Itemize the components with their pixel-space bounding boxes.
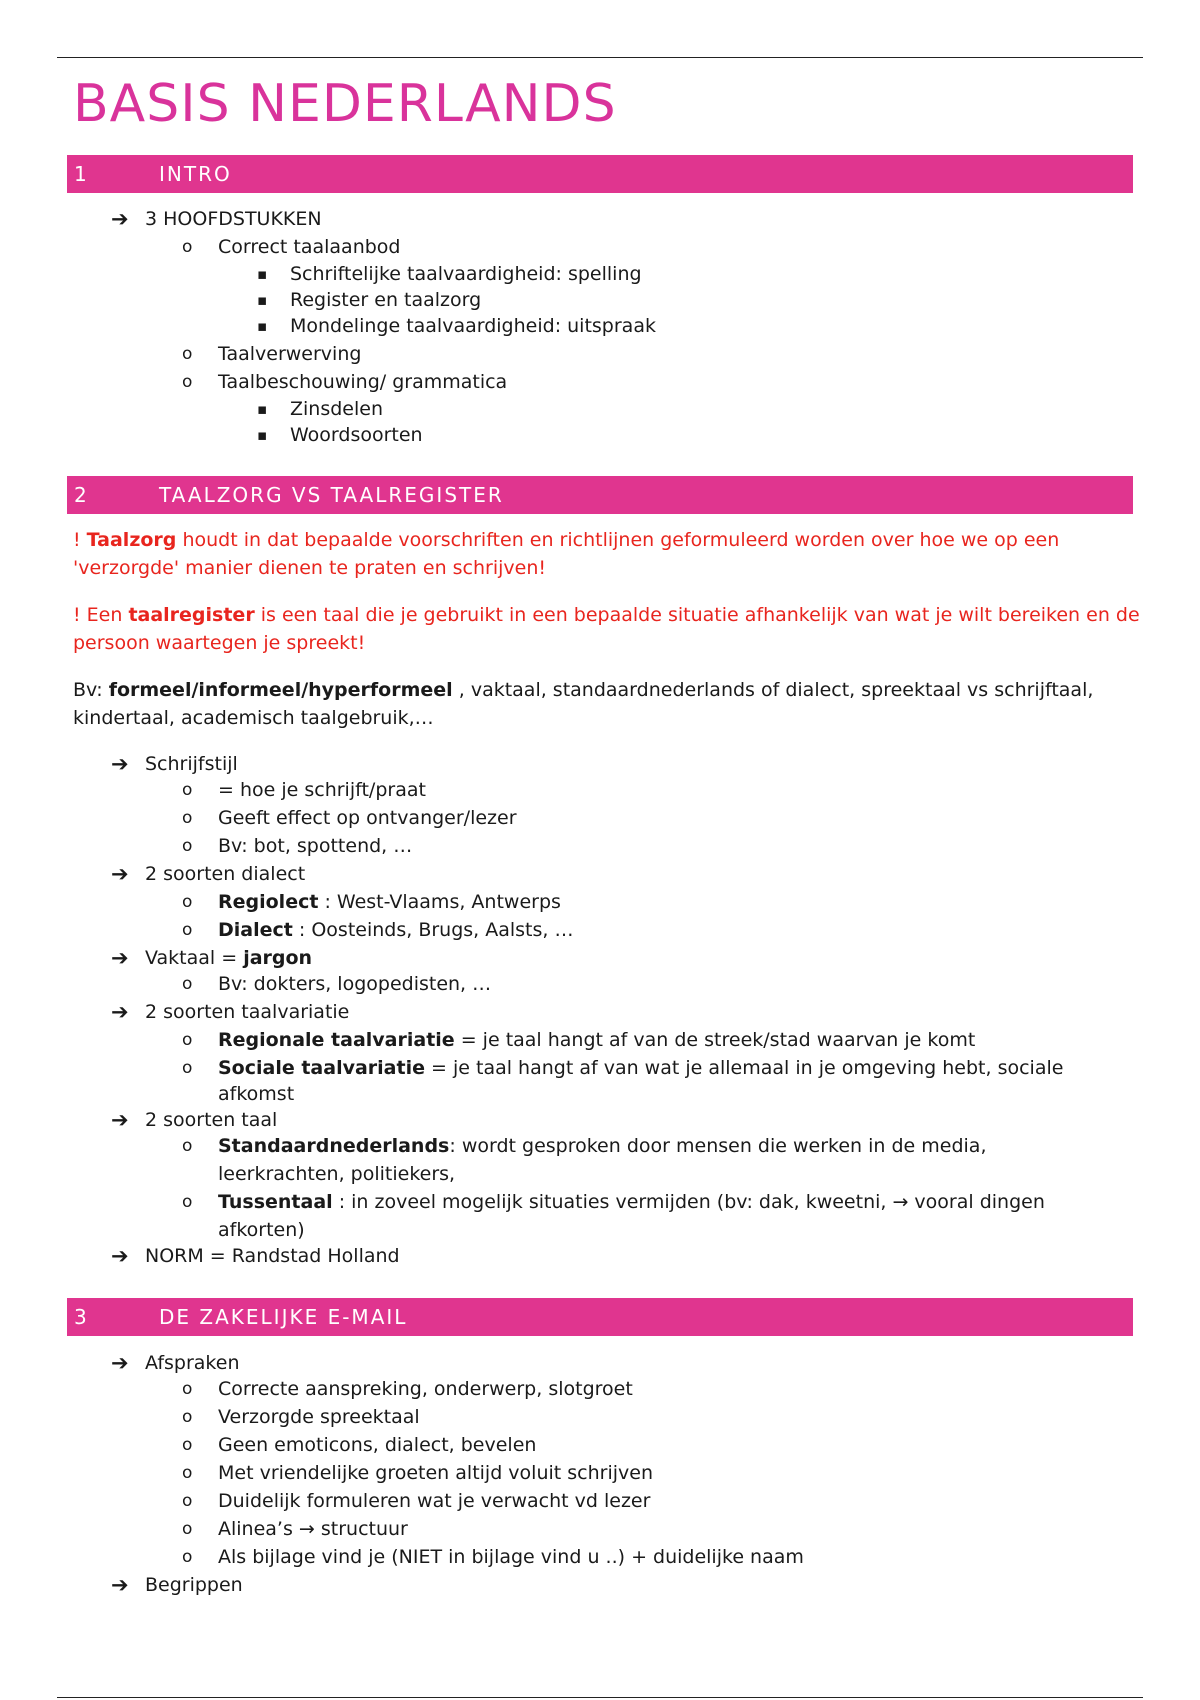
- arrow-icon: ➔: [111, 1573, 129, 1597]
- list-item: ➔ 2 soorten taalvariatie: [111, 1000, 350, 1024]
- circle-bullet-icon: o: [182, 1030, 193, 1050]
- list-item: o Taalverwerving: [218, 340, 361, 368]
- example-paragraph: Bv: formeel/informeel/hyperformeel , vaktaal, standaardnederlands of dialect, spreektaal vs schrijftaal, kindertaal, academisch taalgebruik,…: [73, 679, 1094, 729]
- section-number: 3: [74, 1305, 89, 1329]
- square-bullet-icon: ▪: [257, 426, 268, 444]
- list-item: o Regiolect : West-Vlaams, Antwerps: [218, 888, 561, 916]
- list-item: o Correct taalaanbod: [218, 233, 400, 261]
- circle-bullet-icon: o: [182, 344, 193, 364]
- circle-bullet-icon: o: [182, 1058, 193, 1078]
- list-item: o = hoe je schrijft/praat: [218, 776, 426, 804]
- section-label: DE ZAKELIJKE E-MAIL: [159, 1305, 408, 1329]
- list-item: o Regionale taalvariatie = je taal hangt af van de streek/stad waarvan je komt: [218, 1026, 975, 1054]
- arrow-icon: ➔: [111, 862, 129, 886]
- circle-bullet-icon: o: [182, 1519, 193, 1539]
- note-taalregister: ! Een taalregister is een taal die je gebruikt in een bepaalde situatie afhankelijk van wat je wilt bereiken en de persoon waartegen je spreekt!: [73, 604, 1140, 654]
- square-bullet-icon: ▪: [257, 400, 268, 418]
- list-item: o Taalbeschouwing/ grammatica: [218, 368, 507, 396]
- list-item: o Met vriendelijke groeten altijd voluit schrijven: [218, 1459, 653, 1487]
- list-item-continuation: leerkrachten, politiekers,: [218, 1163, 456, 1185]
- section-heading-intro: [67, 155, 1133, 193]
- circle-bullet-icon: o: [182, 920, 193, 940]
- list-item: o Duidelijk formuleren wat je verwacht vd lezer: [218, 1487, 650, 1515]
- circle-bullet-icon: o: [182, 1192, 193, 1212]
- list-item: ➔ Begrippen: [111, 1573, 243, 1597]
- arrow-icon: ➔: [111, 207, 129, 231]
- circle-bullet-icon: o: [182, 1136, 193, 1156]
- list-item: o Bv: bot, spottend, …: [218, 832, 412, 860]
- square-bullet-icon: ▪: [257, 317, 268, 335]
- list-item: o Dialect : Oosteinds, Brugs, Aalsts, …: [218, 916, 574, 944]
- list-item: ▪ Woordsoorten: [290, 421, 423, 449]
- note-taalzorg: ! Taalzorg houdt in dat bepaalde voorschriften en richtlijnen geformuleerd worden over hoe we op een 'verzorgde' manier dienen te praten en schrijven!: [73, 529, 1060, 579]
- list-item: ▪ Register en taalzorg: [290, 286, 481, 314]
- circle-bullet-icon: o: [182, 1407, 193, 1427]
- list-item: o Standaardnederlands: wordt gesproken door mensen die werken in de media,: [218, 1132, 986, 1160]
- bottom-rule: [57, 1697, 1143, 1698]
- list-item: o Bv: dokters, logopedisten, …: [218, 970, 491, 998]
- arrow-icon: ➔: [111, 1244, 129, 1268]
- section-heading-taalzorg: [67, 476, 1133, 514]
- arrow-icon: ➔: [111, 752, 129, 776]
- list-item: o Geen emoticons, dialect, bevelen: [218, 1431, 536, 1459]
- section-heading-email: [67, 1298, 1133, 1336]
- section-label: INTRO: [159, 162, 232, 186]
- circle-bullet-icon: o: [182, 974, 193, 994]
- list-item: ▪ Schriftelijke taalvaardigheid: spelling: [290, 260, 642, 288]
- circle-bullet-icon: o: [182, 1435, 193, 1455]
- list-item: ➔ NORM = Randstad Holland: [111, 1244, 400, 1268]
- list-item: ➔ 3 HOOFDSTUKKEN: [111, 207, 322, 231]
- list-item: o Als bijlage vind je (NIET in bijlage vind u ..) + duidelijke naam: [218, 1543, 804, 1571]
- list-item: ➔ 2 soorten dialect: [111, 862, 306, 886]
- list-item: o Correcte aanspreking, onderwerp, slotgroet: [218, 1375, 633, 1403]
- list-item: ➔ Afspraken: [111, 1351, 240, 1375]
- circle-bullet-icon: o: [182, 780, 193, 800]
- circle-bullet-icon: o: [182, 892, 193, 912]
- list-item: o Sociale taalvariatie = je taal hangt af van wat je allemaal in je omgeving hebt, sociale: [218, 1054, 1063, 1082]
- list-item: ➔ Schrijfstijl: [111, 752, 238, 776]
- top-rule: [57, 57, 1143, 58]
- arrow-icon: ➔: [111, 1351, 129, 1375]
- list-item: ▪ Mondelinge taalvaardigheid: uitspraak: [290, 312, 656, 340]
- document-title: BASIS NEDERLANDS: [73, 74, 617, 134]
- list-item: o Tussentaal : in zoveel mogelijk situaties vermijden (bv: dak, kweetni, → vooral dingen: [218, 1188, 1045, 1216]
- list-item: ▪ Zinsdelen: [290, 395, 383, 423]
- arrow-icon: ➔: [111, 1000, 129, 1024]
- list-item: o Geeft effect op ontvanger/lezer: [218, 804, 517, 832]
- circle-bullet-icon: o: [182, 372, 193, 392]
- square-bullet-icon: ▪: [257, 291, 268, 309]
- circle-bullet-icon: o: [182, 1463, 193, 1483]
- circle-bullet-icon: o: [182, 808, 193, 828]
- circle-bullet-icon: o: [182, 1491, 193, 1511]
- list-item: ➔ 2 soorten taal: [111, 1108, 278, 1132]
- section-label: TAALZORG VS TAALREGISTER: [159, 483, 504, 507]
- square-bullet-icon: ▪: [257, 265, 268, 283]
- list-item: o Verzorgde spreektaal: [218, 1403, 420, 1431]
- list-item-continuation: afkorten): [218, 1219, 305, 1241]
- section-number: 1: [74, 162, 89, 186]
- circle-bullet-icon: o: [182, 1379, 193, 1399]
- circle-bullet-icon: o: [182, 1547, 193, 1567]
- circle-bullet-icon: o: [182, 836, 193, 856]
- list-item: ➔ Vaktaal = jargon: [111, 946, 313, 970]
- list-item-continuation: afkomst: [218, 1083, 295, 1105]
- arrow-icon: ➔: [111, 1108, 129, 1132]
- arrow-icon: ➔: [111, 946, 129, 970]
- circle-bullet-icon: o: [182, 237, 193, 257]
- section-number: 2: [74, 483, 89, 507]
- list-item: o Alinea’s → structuur: [218, 1515, 408, 1543]
